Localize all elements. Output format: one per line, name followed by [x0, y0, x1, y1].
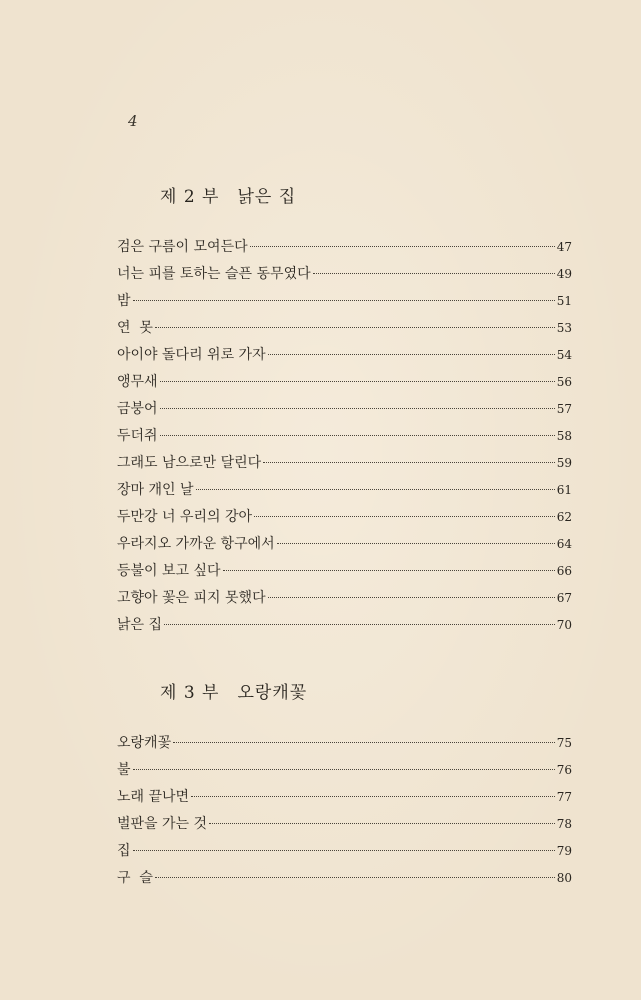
- toc-entry-title: 우라지오 가까운 항구에서: [117, 536, 275, 552]
- dot-leader: [268, 354, 555, 355]
- dot-leader: [173, 742, 555, 743]
- dot-leader: [155, 327, 555, 328]
- section-title: 오랑캐꽃: [237, 683, 308, 703]
- toc-entry: [117, 757, 572, 784]
- dot-leader: [155, 877, 555, 878]
- toc-entry: [117, 450, 572, 477]
- toc-entry: [117, 369, 572, 396]
- toc-entry-title: 금붕어: [117, 401, 158, 417]
- toc-entry-page: 80: [556, 871, 572, 885]
- toc-entry: [117, 342, 572, 369]
- toc-entry-title: 불: [117, 762, 131, 778]
- dot-leader: [313, 273, 555, 274]
- toc-entry: [117, 811, 572, 838]
- toc-entry-page: 57: [556, 402, 572, 416]
- toc-entry: [117, 865, 572, 892]
- dot-leader: [133, 300, 555, 301]
- dot-leader: [263, 462, 555, 463]
- section-part-label: 제 2 부: [160, 187, 220, 207]
- toc-entry: [117, 585, 572, 612]
- toc-entry-page: 64: [556, 537, 572, 551]
- toc-entry-page: 79: [556, 844, 572, 858]
- dot-leader: [209, 823, 555, 824]
- toc-entry-page: 76: [556, 763, 572, 777]
- toc-list-part-3: [117, 730, 572, 892]
- dot-leader: [196, 489, 555, 490]
- toc-entry-page: 49: [556, 267, 572, 281]
- toc-entry-title: 연 못: [117, 320, 153, 336]
- toc-entry-title: 그래도 남으로만 달린다: [117, 455, 262, 471]
- toc-entry-title: 너는 피를 토하는 슬픈 동무였다: [117, 266, 311, 282]
- toc-entry-page: 54: [556, 348, 572, 362]
- toc-list-part-2: [117, 234, 572, 639]
- toc-entry-page: 78: [556, 817, 572, 831]
- toc-entry-page: 66: [556, 564, 572, 578]
- dot-leader: [254, 516, 555, 517]
- toc-entry-title: 아이야 돌다리 위로 가자: [117, 347, 266, 363]
- toc-entry-title: 낡은 집: [117, 617, 163, 633]
- toc-entry-page: 51: [556, 294, 572, 308]
- toc-entry: [117, 234, 572, 261]
- toc-entry: [117, 612, 572, 639]
- toc-entry-page: 47: [556, 240, 572, 254]
- page-number: 4: [128, 112, 138, 130]
- toc-entry-title: 두더쥐: [117, 428, 158, 444]
- dot-leader: [133, 769, 555, 770]
- toc-entry-page: 75: [556, 736, 572, 750]
- dot-leader: [250, 246, 555, 247]
- toc-entry: [117, 396, 572, 423]
- dot-leader: [133, 850, 555, 851]
- section-part-label: 제 3 부: [160, 683, 220, 703]
- toc-entry-title: 밤: [117, 293, 131, 309]
- dot-leader: [223, 570, 555, 571]
- toc-entry-title: 등불이 보고 싶다: [117, 563, 221, 579]
- section-heading-part-2: [160, 182, 296, 207]
- dot-leader: [191, 796, 555, 797]
- toc-entry-title: 집: [117, 843, 131, 859]
- toc-entry: [117, 558, 572, 585]
- toc-entry-page: 53: [556, 321, 572, 335]
- toc-entry-page: 58: [556, 429, 572, 443]
- toc-entry: [117, 477, 572, 504]
- toc-entry-title: 구 슬: [117, 870, 153, 886]
- toc-entry-page: 56: [556, 375, 572, 389]
- dot-leader: [164, 624, 555, 625]
- toc-entry-page: 59: [556, 456, 572, 470]
- dot-leader: [160, 408, 555, 409]
- toc-entry-title: 고향아 꽃은 피지 못했다: [117, 590, 266, 606]
- toc-entry-title: 검은 구름이 모여든다: [117, 239, 248, 255]
- toc-entry: [117, 838, 572, 865]
- toc-entry-page: 70: [556, 618, 572, 632]
- toc-entry-page: 62: [556, 510, 572, 524]
- toc-entry: [117, 423, 572, 450]
- toc-entry-title: 앵무새: [117, 374, 158, 390]
- toc-entry-page: 61: [556, 483, 572, 497]
- toc-entry: [117, 531, 572, 558]
- toc-entry-page: 77: [556, 790, 572, 804]
- dot-leader: [160, 435, 555, 436]
- section-heading-part-3: [160, 678, 307, 703]
- toc-entry-title: 벌판을 가는 것: [117, 816, 208, 832]
- toc-entry: [117, 315, 572, 342]
- toc-entry-title: 오랑캐꽃: [117, 735, 172, 751]
- toc-entry: [117, 730, 572, 757]
- toc-entry: [117, 261, 572, 288]
- toc-entry: [117, 504, 572, 531]
- toc-entry: [117, 288, 572, 315]
- toc-entry-page: 67: [556, 591, 572, 605]
- dot-leader: [277, 543, 555, 544]
- toc-entry: [117, 784, 572, 811]
- dot-leader: [268, 597, 555, 598]
- toc-entry-title: 두만강 너 우리의 강아: [117, 509, 253, 525]
- toc-entry-title: 노래 끝나면: [117, 789, 190, 805]
- dot-leader: [160, 381, 555, 382]
- section-title: 낡은 집: [237, 187, 297, 207]
- toc-entry-title: 장마 개인 날: [117, 482, 194, 498]
